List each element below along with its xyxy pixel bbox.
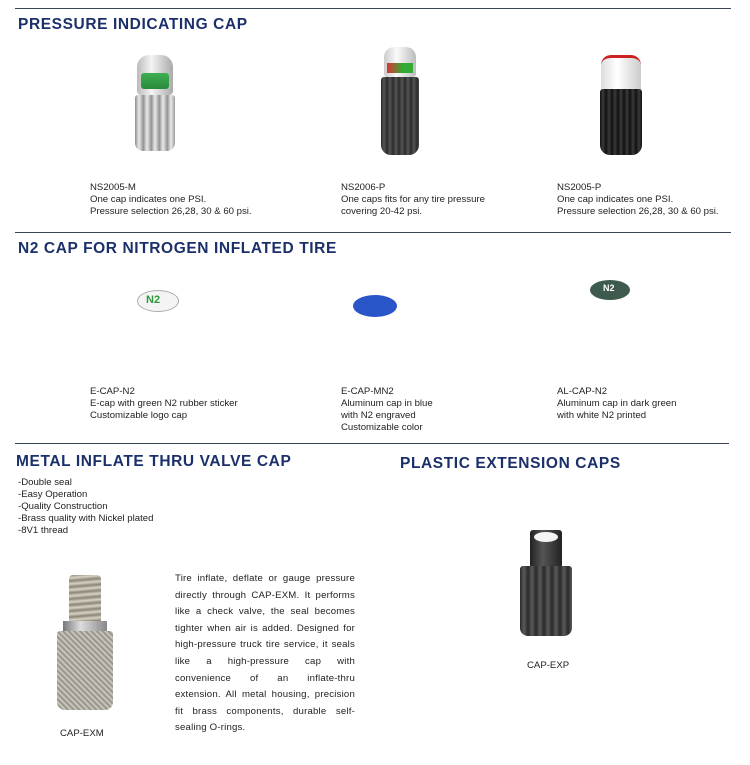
product-image-ns2006-p <box>378 47 422 155</box>
product-image-cap-exm <box>55 575 115 710</box>
product-caption-ns2006-p <box>341 182 485 218</box>
product-desc: E-cap with green N2 rubber sticker <box>90 398 238 409</box>
product-desc: Aluminum cap in blue <box>341 398 433 409</box>
divider <box>15 8 731 9</box>
product-code: NS2005-M <box>90 182 136 193</box>
section-title-plastic: PLASTIC EXTENSION CAPS <box>400 455 621 472</box>
product-desc: Pressure selection 26,28, 30 & 60 psi. <box>90 206 252 217</box>
divider <box>15 443 729 444</box>
product-desc: with white N2 printed <box>557 410 647 421</box>
product-caption-e-cap-mn2 <box>341 386 433 434</box>
product-desc: Aluminum cap in dark green <box>557 398 677 409</box>
feature-item: -Quality Construction <box>18 501 108 512</box>
product-image-e-cap-n2: N2 <box>134 290 180 358</box>
product-desc: One cap indicates one PSI. <box>557 194 674 205</box>
product-code: AL-CAP-N2 <box>557 386 608 397</box>
product-desc: covering 20-42 psi. <box>341 206 423 217</box>
product-code-cap-exm: CAP-EXM <box>60 728 104 739</box>
feature-item: -Easy Operation <box>18 489 88 500</box>
product-caption-e-cap-n2 <box>90 386 238 422</box>
product-code: E-CAP-N2 <box>90 386 135 397</box>
product-image-al-cap-n2: N2 <box>588 280 632 348</box>
product-description-cap-exm: Tire inflate, deflate or gauge pressure directly through CAP-EXM. It performs like a check valve, the seal becomes tighter when air is added. Designed for high-pressure truck tire service, it seals like a high-pressure cap with convenience of an inflate-thru extension. All metal housing, precision fit brass components, durable self-sealing O-rings. <box>175 573 355 734</box>
product-caption-ns2005-m <box>90 182 252 218</box>
feature-list <box>18 477 153 537</box>
product-desc: Customizable color <box>341 422 423 433</box>
product-desc: One caps fits for any tire pressure <box>341 194 485 205</box>
product-desc: One cap indicates one PSI. <box>90 194 207 205</box>
section-title-n2: N2 CAP FOR NITROGEN INFLATED TIRE <box>18 240 337 257</box>
feature-item: -Double seal <box>18 477 72 488</box>
product-caption-al-cap-n2 <box>557 386 676 422</box>
product-desc: Customizable logo cap <box>90 410 188 421</box>
product-image-cap-exp <box>520 530 572 636</box>
product-desc: with N2 engraved <box>341 410 416 421</box>
product-code-cap-exp: CAP-EXP <box>527 660 570 671</box>
product-image-ns2005-p <box>598 55 644 155</box>
divider <box>15 232 731 233</box>
product-image-ns2005-m <box>133 55 177 151</box>
feature-item: -8V1 thread <box>18 525 69 536</box>
product-code: NS2006-P <box>341 182 386 193</box>
product-desc: Pressure selection 26,28, 30 & 60 psi. <box>557 206 719 217</box>
section-title-metal: METAL INFLATE THRU VALVE CAP <box>16 453 292 470</box>
product-code: NS2005-P <box>557 182 602 193</box>
product-code: E-CAP-MN2 <box>341 386 394 397</box>
feature-item: -Brass quality with Nickel plated <box>18 513 154 524</box>
section-title-pressure: PRESSURE INDICATING CAP <box>18 16 248 33</box>
product-caption-ns2005-p <box>557 182 719 218</box>
product-image-e-cap-mn2 <box>350 295 400 363</box>
